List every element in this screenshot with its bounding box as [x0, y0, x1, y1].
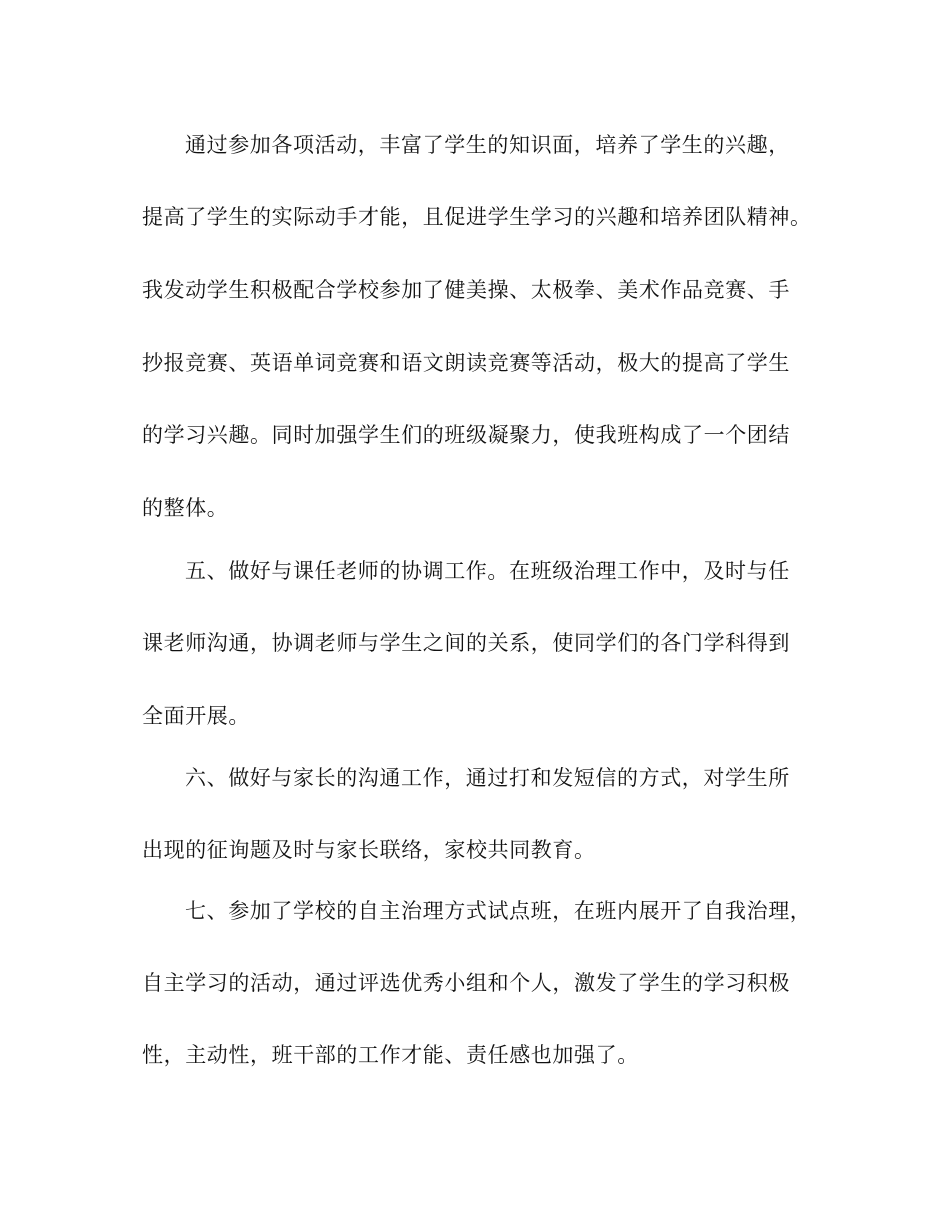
paragraph-line-13: 自主学习的活动，通过评选优秀小组和个人，激发了学生的学习积极	[142, 971, 790, 995]
paragraph-line-1: 通过参加各项活动，丰富了学生的知识面，培养了学生的兴趣，	[185, 133, 790, 157]
paragraph-line-10: 六、做好与家长的沟通工作，通过打和发短信的方式，对学生所	[185, 766, 790, 790]
paragraph-line-11: 出现的征询题及时与家长联络，家校共同教育。	[142, 838, 596, 862]
paragraph-line-8: 课老师沟通，协调老师与学生之间的关系，使同学们的各门学科得到	[142, 631, 790, 655]
paragraph-line-5: 的学习兴趣。同时加强学生们的班级凝聚力，使我班构成了一个团结	[142, 423, 790, 447]
paragraph-line-7: 五、做好与课任老师的协调工作。在班级治理工作中，及时与任	[185, 559, 790, 583]
paragraph-line-14: 性，主动性，班干部的工作才能、责任感也加强了。	[142, 1043, 639, 1067]
paragraph-line-9: 全面开展。	[142, 704, 250, 728]
paragraph-line-3: 我发动学生积极配合学校参加了健美操、太极拳、美术作品竞赛、手	[142, 278, 790, 302]
paragraph-line-6: 的整体。	[142, 496, 229, 520]
paragraph-line-2: 提高了学生的实际动手才能，且促进学生学习的兴趣和培养团队精神。	[142, 205, 812, 229]
paragraph-line-4: 抄报竞赛、英语单词竞赛和语文朗读竞赛等活动，极大的提高了学生	[142, 351, 790, 375]
paragraph-line-12: 七、参加了学校的自主治理方式试点班，在班内展开了自我治理，	[185, 899, 812, 923]
